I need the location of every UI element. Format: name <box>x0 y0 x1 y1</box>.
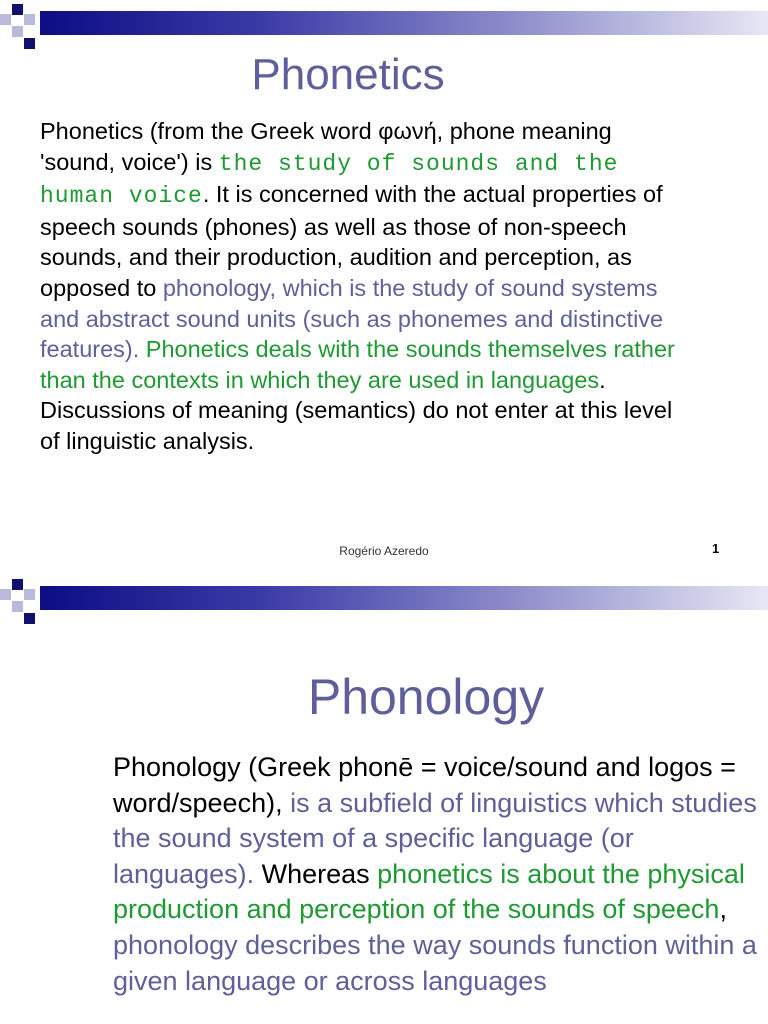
decor-square <box>12 601 23 612</box>
decor-square <box>24 14 35 25</box>
highlight-phrase: phonology, which is the study of sound systems and abstract sound units (such as phonemes and distinctive features). <box>40 274 664 363</box>
decor-square <box>12 26 23 37</box>
decor-square <box>12 579 23 590</box>
highlight-phrase: phonetics is about the physical production and perception of the sounds of speech <box>113 858 745 925</box>
text-run: Phonetics (from the Greek word φωνή, phone meaning 'sound, voice') is <box>40 118 612 175</box>
decor-square <box>24 38 35 49</box>
footer-author: Rogério Azeredo <box>339 544 429 558</box>
page-number: 1 <box>712 541 720 556</box>
text-run: , <box>719 894 727 925</box>
header-gradient-bar <box>40 586 768 610</box>
header-gradient-bar <box>40 11 768 35</box>
text-run: . It is concerned with the actual properties of speech sounds (phones) as well as those of non-speech sounds, and their production, audition and perception, as opposed to <box>40 181 663 301</box>
decor-square <box>12 4 23 15</box>
text-run: Whereas <box>261 858 378 889</box>
highlight-phrase: is a subfield of linguistics which studies the sound system of a specific language (or languages). <box>113 787 757 889</box>
slide-title: Phonology <box>307 669 545 725</box>
decor-square <box>0 589 11 600</box>
highlight-phrase: Phonetics deals with the sounds themselves rather than the contexts in which they are used in languages <box>40 336 675 393</box>
slide-body-text <box>113 750 763 999</box>
slide-title: Phonetics <box>251 50 445 99</box>
slide-body-text <box>40 116 680 457</box>
decor-square <box>24 613 35 624</box>
text-run: . Discussions of meaning (semantics) do not enter at this level of linguistic analysis. <box>40 366 673 454</box>
highlight-phrase: phonology describes the way sounds function within a given language or across languages <box>113 929 757 996</box>
text-run: Phonology (Greek phonē = voice/sound and logos = word/speech), <box>113 752 736 818</box>
decor-square <box>24 589 35 600</box>
decor-square <box>0 14 11 25</box>
slide-2 <box>0 572 768 1024</box>
highlight-phrase: the study of sounds and the human voice <box>40 150 619 210</box>
